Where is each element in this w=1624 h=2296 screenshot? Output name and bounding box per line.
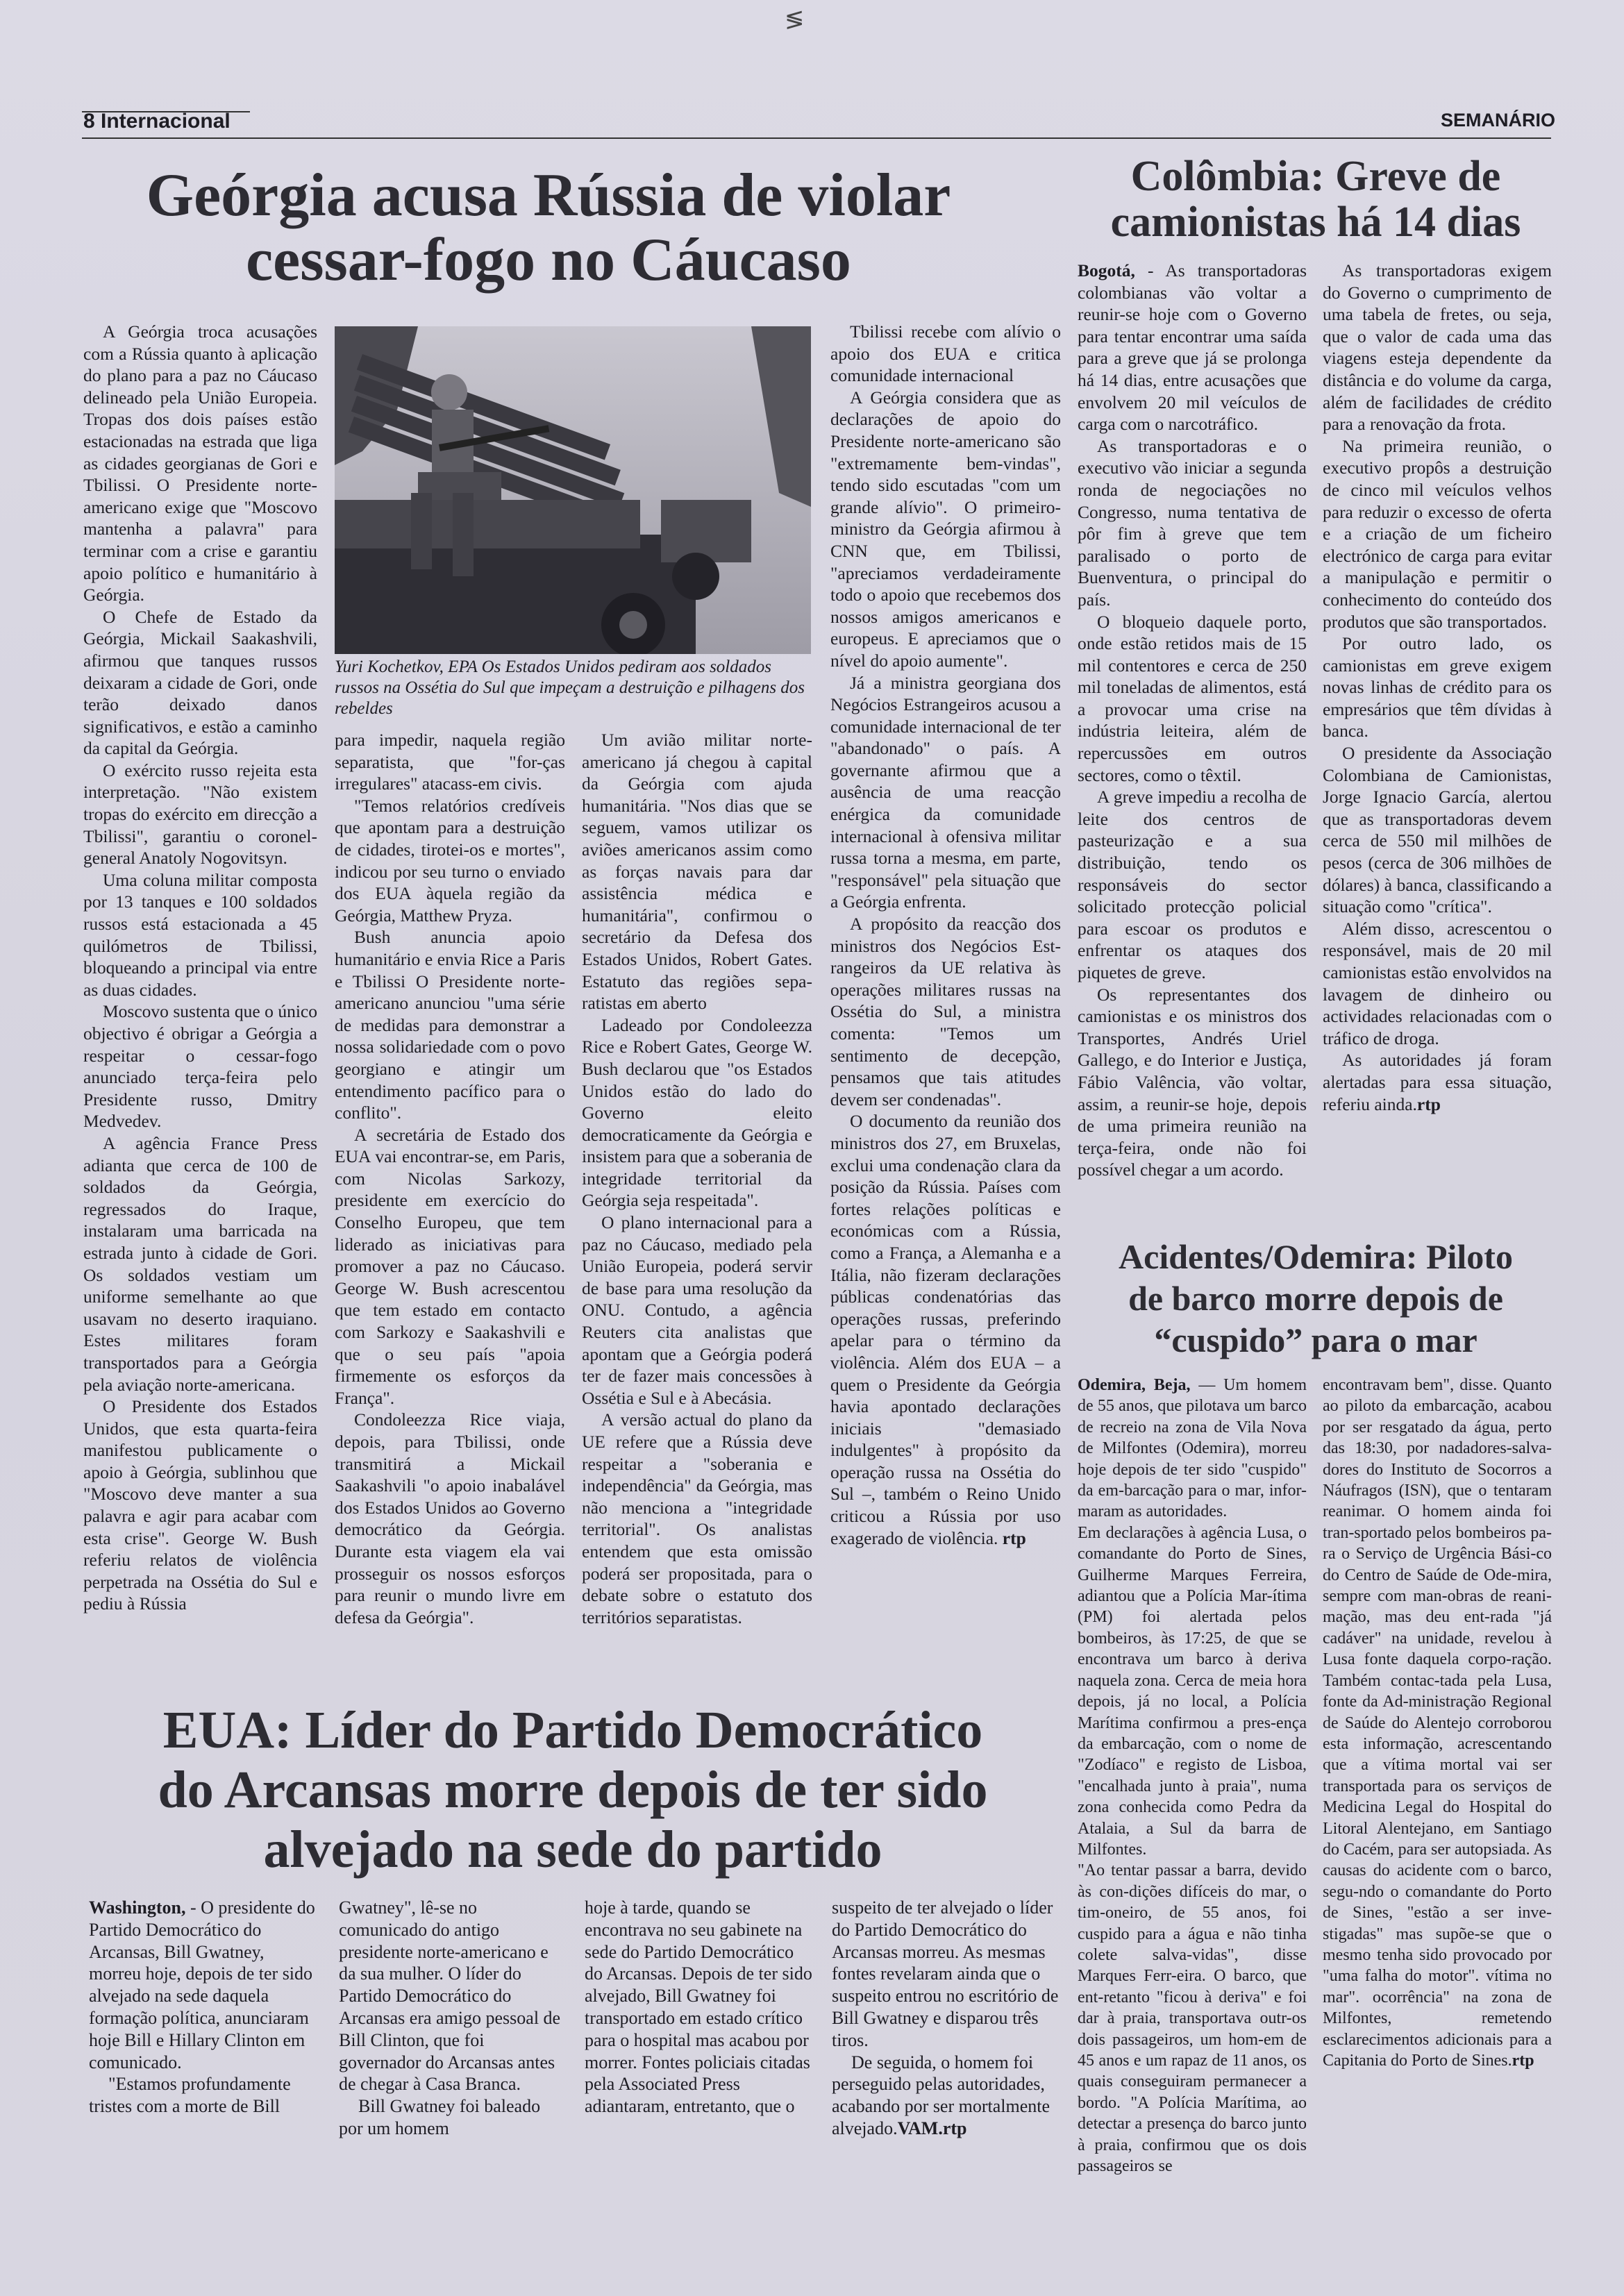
colombia-headline <box>1083 154 1548 245</box>
paragraph: Uma coluna militar composta por 13 tanques e 100 soldados russos está estacionada a 45 quilómetros de Tbilissi, bloqueando a principal via entre as duas cidades. <box>83 869 317 1000</box>
byline-signature: VAM.rtp <box>897 2118 967 2138</box>
dateline: Washington, <box>89 1897 186 1918</box>
paragraph: As transportadoras e o executivo vão iniciar a segunda ronda de negociações no Congresso, numa tentativa de pôr fim à greve que tem paralisado o porto de Buenventura, o principal do país. <box>1078 435 1307 610</box>
paragraph: A propósito da reacção dos ministros dos Negócios Est-rangeiros da UE relativa às operações militares russas na Ossétia do Sul, a ministra comenta: "Temos um sentimento de decepção, pensamos que tais atitudes devem ser condenadas". <box>830 914 1061 1109</box>
georgia-col-2 <box>335 729 565 1628</box>
paragraph: Bush anuncia apoio humanitário e envia Rice a Paris e Tbilissi O Presidente norte-americano anunciou "uma série de medidas para demonstrar a nossa solidariedade com o povo georgiano e atingir um entendimento pacífico para o conflito". <box>335 927 565 1123</box>
paragraph: A versão actual do plano da UE refere que a Rússia deve respeitar a "soberania e independência" da Geórgia, mas não menciona a "integridade territorial". Os analistas entendem que esta omissão poderá ser propositada, para o debate sobre o estatuto dos territórios separatistas. <box>582 1409 812 1627</box>
eua-headline-line1: EUA: Líder do Partido Democrático <box>162 1701 983 1759</box>
paragraph: "Ao tentar passar a barra, devido às con-dições difíceis do mar, o tim-oneiro, de 55 anos, foi cuspido para a água e não tinha colete salva-vidas", disse Marques Ferr-eira. O barco, que ent-retanto "ficou à deriva" e foi dar à praia, transportava outr-os dois passageiros, um hom-em de 45 anos e um rapaz de 11 anos, os quais conseguiram permanecer a bordo. "A Polícia Marítima, ao detectar a presença do barco junto à praia, confirmou que os dois passageiros se <box>1078 1861 1307 2176</box>
odemira-headline-line3: “cuspido” para o mar <box>1154 1321 1477 1359</box>
paragraph: Ladeado por Condoleezza Rice e Robert Gates, George W. Bush declarou que "os Estados Unidos estão do lado do Governo eleito democraticamente da Geórgia e insistem para que a soberania de integridade territorial da Geórgia seja respeitada". <box>582 1014 812 1211</box>
odemira-headline-line1: Acidentes/Odemira: Piloto <box>1119 1237 1513 1276</box>
paragraph: "Estamos profundamente tristes com a morte de Bill <box>89 2074 291 2117</box>
paragraph: hoje à tarde, quando se encontrava no seu gabinete na sede do Partido Democrático do Arcansas. Depois de ter sido alvejado, Bill Gwatney foi transportado em estado crítico para o hospital mas acabou por morrer. Fontes policiais citadas pela Associated Press adiantaram, entretanto, que o <box>585 1897 812 2117</box>
colombia-headline-line2: camionistas há 14 dias <box>1110 198 1521 246</box>
eua-headline-line2: do Arcansas morre depois de ter sido <box>158 1760 988 1819</box>
georgia-headline <box>104 163 993 293</box>
eua-col-2 <box>339 1897 568 2140</box>
paragraph: Tbilissi recebe com alívio o apoio dos EUA e critica comunidade internacional <box>830 321 1061 386</box>
byline-signature: rtp <box>1002 1527 1026 1548</box>
paragraph-text: De seguida, o homem foi perseguido pelas autoridades, acabando por ser mortalmente alvejado. <box>832 2052 1050 2138</box>
georgia-col-1 <box>83 321 317 1615</box>
paragraph: Gwatney", lê-se no comunicado do antigo presidente norte-americano e da sua mulher. O líder do Partido Democrático do Arcansas era amigo pessoal de Bill Clinton, que foi governador do Arcansas antes de chegar à Casa Branca. <box>339 1897 561 2095</box>
corner-mark: ≶ <box>785 7 805 33</box>
paragraph: suspeito de ter alvejado o líder do Partido Democrático do Arcansas morreu. As mesmas fontes revelaram ainda que o suspeito entrou no escritório de Bill Gwatney e disparou três tiros. <box>832 1897 1059 2050</box>
eua-col-4 <box>832 1897 1061 2140</box>
paragraph-text: — Um homem de 55 anos, que pilotava um barco de recreio na zona de Vila Nova de Milfontes (Odemira), morreu hoje depois de ter sido "cuspido" da em-barcação para o mar, infor-maram as autoridades. <box>1078 1376 1307 1521</box>
paragraph: A secretária de Estado dos EUA vai encontrar-se, em Paris, com Nicolas Sarkozy, presidente em exercício do Conselho Europeu, que tem liderado as iniciativas para promover a paz no Cáucaso. George W. Bush acrescentou que tem estado em contacto com Sarkozy e Saakashvili e que o seu país "apoia firmemente os esforços da França". <box>335 1124 565 1408</box>
paragraph: O Chefe de Estado da Geórgia, Mickail Saakashvili, afirmou que tanques russos deixaram a cidade de Gori, onde terão deixado danos significativos, e estão a caminho da capital da Geórgia. <box>83 606 317 759</box>
news-photo-soldier-rocket-launcher <box>335 326 811 654</box>
paragraph: "Temos relatórios credíveis que apontam para a destruição de cidades, tirotei-os e mortes", indicou por seu turno o enviado dos EUA àquela região da Geórgia, Matthew Pryza. <box>335 795 565 925</box>
colombia-col-1 <box>1078 260 1307 1181</box>
paragraph: Condoleezza Rice viaja, depois, para Tbilissi, onde transmitirá a Mickail Saakashvili "o apoio inabalável dos Estados Unidos ao Governo democrático da Geórgia. Durante esta viagem ela vai prosseguir os nossos esforços para reunir o mundo livre em defesa da Geórgia". <box>335 1409 565 1627</box>
section-label: 8 Internacional <box>83 110 231 133</box>
paragraph <box>1078 260 1307 435</box>
paragraph: Na primeira reunião, o executivo propôs a destruição de cinco mil veículos velhos para reduzir o excesso de oferta e a criação de um ficheiro electrónico de carga para evitar a manipulação e permitir o conhecimento do conteúdo dos produtos que são transportados. <box>1323 435 1552 632</box>
odemira-col-1 <box>1078 1375 1307 2177</box>
paragraph: Em declarações à agência Lusa, o comandante do Porto de Sines, Guilherme Marques Ferreira, adiantou que a Polícia Mar-ítima (PM) foi alertada pelos bombeiros, às 17:25, de que se encontrava um barco à deriva naquela zona. Cerca de meia hora depois, já no local, a Polícia Marítima confirmou a pres-ença da embarcação, com o nome de "Zodíaco" e registo de Lisboa, "encalhada junto à praia", numa zona conhecida como Pedra da Atalaia, a Sul da barra de Milfontes. <box>1078 1523 1307 1859</box>
georgia-col-4 <box>830 321 1061 1549</box>
paragraph: Um avião militar norte-americano já chegou à capital da Geórgia com ajuda humanitária. "Nos dias que se seguem, vamos utilizar os aviões americanos assim como as forças navais para dar assistência médica e humanitária", confirmou o secretário da Defesa dos Estados Unidos, Robert Gates. Estatuto das regiões sepa-ratistas em aberto <box>582 730 812 1014</box>
georgia-headline-line1: Geórgia acusa Rússia de violar <box>146 162 951 229</box>
publication-name: SEMANÁRIO <box>1441 110 1556 131</box>
eua-headline-line3: alvejado na sede do partido <box>263 1820 882 1879</box>
dateline: Bogotá, <box>1078 260 1135 280</box>
paragraph <box>832 2052 1061 2140</box>
colombia-headline-line1: Colômbia: Greve de <box>1130 153 1501 200</box>
odemira-headline-line2: de barco morre depois de <box>1128 1279 1503 1318</box>
photo-caption: Yuri Kochetkov, EPA Os Estados Unidos pediram aos soldados russos na Ossétia do Sul que impeçam a destruição e pilhagens dos rebeldes <box>335 657 805 718</box>
paragraph-text: O documento da reunião dos ministros dos 27, em Bruxelas, exclui uma condenação clara da posição da Rússia. Países com fortes relações políticas e económicas com a Rússia, como a França, a Alemanha e a Itália, não fizeram declarações públicas condenatórias das operações russas, preferindo apelar para o término da violência. Além dos EUA – a quem o Presidente da Geórgia havia apontado declarações iniciais "demasiado indulgentes" à propósito da operação russa na Ossétia do Sul –, também o Reino Unido criticou a Rússia por uso exagerado de violência. <box>830 1111 1061 1548</box>
eua-col-3 <box>585 1897 814 2118</box>
eua-headline <box>83 1701 1062 1880</box>
paragraph: O presidente da Associação Colombiana de Camionistas, Jorge Ignacio García, alertou que as transportadoras devem cerca de 550 mil milhões de pesos (cerca de 306 milhões de dólares) à banca, classificando a situação como "crítica". <box>1323 743 1552 917</box>
paragraph-text: As autoridades já foram alertadas para essa situação, referiu ainda. <box>1323 1050 1552 1114</box>
byline-signature: rtp <box>1512 2052 1534 2070</box>
header-rule <box>82 137 1551 139</box>
paragraph: O bloqueio daquele porto, onde estão retidos mais de 15 mil contentores e cerca de 250 mil toneladas de alimentos, está a provocar uma crise na indústria leiteira, além de repercussões em outros sectores, como o têxtil. <box>1078 611 1307 785</box>
paragraph-text: - As transportadoras colombianas vão voltar a reunir-se hoje com o Governo para tentar encontrar uma saída para a greve que já se prolonga há 14 dias, entre acusações que envolvem 20 mil veículos de carga com o narcotráfico. <box>1078 260 1307 435</box>
paragraph: O plano internacional para a paz no Cáucaso, mediado pela União Europeia, poderá servir de base para uma resolução da ONU. Contudo, a agência Reuters cita analistas que apontam que a Geórgia poderá ter de fazer mais concessões à Ossétia e Sul e à Abecásia. <box>582 1212 812 1408</box>
paragraph: A greve impediu a recolha de leite dos centros de pasteurização e a sua distribuição, tendo os responsáveis do sector solicitado protecção policial para escoar os produtos e enfrentar os ataques dos piquetes de greve. <box>1078 787 1307 982</box>
paragraph: O Presidente dos Estados Unidos, que esta quarta-feira manifestou publicamente o apoio à Geórgia, sublinhou que "Moscovo deve manter a sua palavra e agir para acabar com esta crise". George W. Bush referiu relatos de violência perpetrada na Ossétia do Sul e pediu à Rússia <box>83 1396 317 1614</box>
eua-col-1 <box>89 1897 318 2118</box>
paragraph: As transportadoras exigem do Governo o cumprimento de uma tabela de fretes, ou seja, que o valor de cada uma das viagens esteja dependente da distância e do volume da carga, além de facilidades de crédito para a renovação da frota. <box>1323 260 1552 435</box>
paragraph: para impedir, naquela região separatista, que "for-ças irregulares" atacass-em civis. <box>335 730 565 794</box>
paragraph: A Geórgia considera que as declarações de apoio do Presidente norte-americano são "extremamente bem-vindas", tendo sido escutadas "com um grande alívio". O primeiro-ministro da Geórgia afirmou à CNN que, em Tbilissi, "apreciamos verdadeiramente todo o apoio que recebemos dos nossos amigos americanos e europeus. E apreciamos que o nível do apoio aumente". <box>830 387 1061 671</box>
paragraph: A agência France Press adianta que cerca de 100 de soldados da Geórgia, regressados do Iraque, instalaram uma barricada na estrada junto à cidade de Gori. Os soldados vestiam um uniforme semelhante ao que usavam no deserto iraquiano. Estes militares foram transportados para a Geórgia pela aviação norte-americana. <box>83 1132 317 1395</box>
paragraph: O exército russo rejeita esta interpretação. "Não existem tropas do exército em direcção a Tbilissi", garantiu o coronel-general Anatoly Nogovitsyn. <box>83 760 317 869</box>
paragraph: Bill Gwatney foi baleado por um homem <box>339 2096 541 2138</box>
colombia-col-2 <box>1323 260 1552 1115</box>
paragraph <box>1078 1375 1307 1523</box>
paragraph <box>830 1110 1061 1549</box>
paragraph: A Geórgia troca acusações com a Rússia quanto à aplicação do plano para a paz no Cáucaso delineado pela União Europeia. Tropas dos dois países estão estacionadas na estrada que liga as cidades georgianas de Gori e Tbilissi. O Presidente norte-americano exige que "Moscovo mantenha a palavra" para terminar com a crise e garantiu apoio político e humanitário à Geórgia. <box>83 321 317 605</box>
odemira-headline <box>1083 1236 1548 1361</box>
paragraph-text: - O presidente do Partido Democrático do Arcansas, Bill Gwatney, morreu hoje, depois de ter sido alvejado na sede daquela formação política, anunciaram hoje Bill e Hillary Clinton em comunicado. <box>89 1897 315 2072</box>
paragraph <box>89 1897 318 2073</box>
paragraph <box>1323 1375 1552 2071</box>
paragraph: Já a ministra georgiana dos Negócios Estrangeiros acusou a comunidade internacional de ter "abandonado" o país. A governante afirmou que a ausência de uma reacção enérgica da comunidade internacional à ofensiva militar russa torna a mesma, em parte, "responsável" pela situação que a Geórgia enfrenta. <box>830 672 1061 912</box>
odemira-col-2 <box>1323 1375 1552 2071</box>
byline-signature: rtp <box>1416 1093 1441 1114</box>
georgia-col-3 <box>582 729 812 1628</box>
paragraph: Os representantes dos camionistas e os ministros dos Transportes, Andrés Uriel Gallego, e do Interior e Justiça, Fábio Valência, vão voltar, assim, a reunir-se hoje, depois de uma primeira reunião na terça-feira, onde não foi possível chegar a um acordo. <box>1078 984 1307 1180</box>
photo-illustration <box>335 326 811 654</box>
paragraph <box>1323 1049 1552 1115</box>
dateline: Odemira, Beja, <box>1078 1376 1191 1394</box>
georgia-headline-line2: cessar-fogo no Cáucaso <box>246 226 851 294</box>
paragraph: Além disso, acrescentou o responsável, mais de 20 mil camionistas estão envolvidos na lavagem de dinheiro ou actividades relacionadas com o tráfico de droga. <box>1323 918 1552 1048</box>
paragraph: Por outro lado, os camionistas em greve exigem novas linhas de crédito para os empresários que têm dívidas à banca. <box>1323 633 1552 741</box>
paragraph: Moscovo sustenta que o único objectivo é obrigar a Geórgia a respeitar o cessar-fogo anunciado terça-feira pelo Presidente russo, Dmitry Medvedev. <box>83 1001 317 1132</box>
paragraph-text: encontravam bem", disse. Quanto ao piloto da embarcação, acabou por ser resgatado da água, perto das 18:30, por nadadores-salva-dores do Instituto de Socorros a Náufragos (ISN), que o tentaram reanimar. O homem ainda foi tran-sportado pelos bombeiros pa-ra o Serviço de Urgência Bási-co do Centro de Saúde de Ode-mira, sempre com man-obras de reani-mação, mas deu ent-rada "já cadáver" na unidade, revelou à Lusa fonte daquela corpo-ração. Também contac-tada pela Lusa, fonte da Ad-ministração Regional de Saúde do Alentejo corroborou esta informação, acrescentando que a vítima mortal vai ser transportada para os serviços de Medicina Legal do Hospital do Litoral Alentejano, em Santiago do Cacém, para ser autopsiada. As causas do acidente com o barco, segu-ndo o comandante do Porto de Sines, "estão a ser inve-stigadas" mas supõe-se que o mesmo tenha sido provocado por "uma falha do motor". vítima no mar". ocorrência" na zona de Milfontes, remetendo esclarecimentos adicionais para a Capitania do Porto de Sines. <box>1323 1376 1552 2070</box>
